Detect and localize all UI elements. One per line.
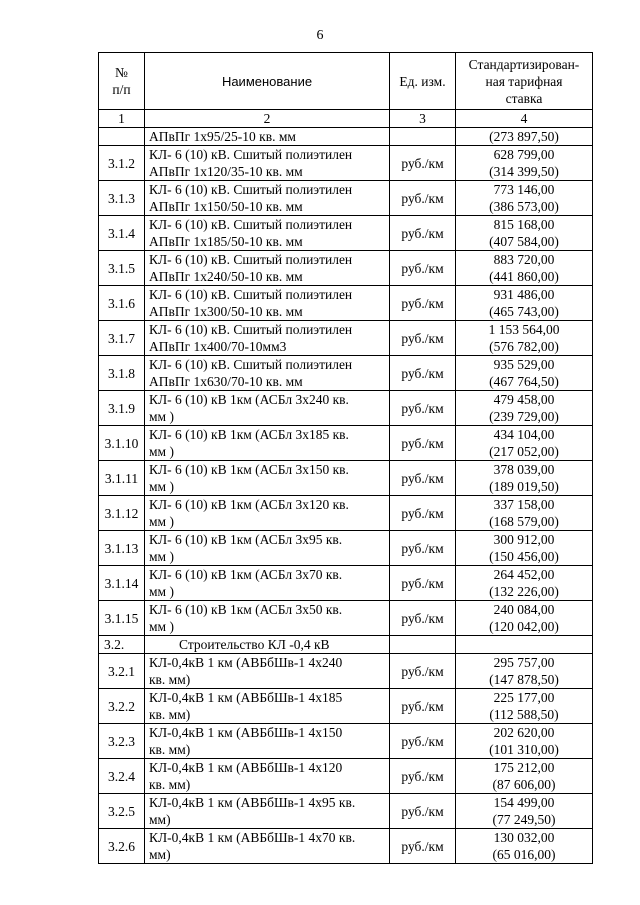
row-name-line1: КЛ- 6 (10) кВ 1км (АСБл 3х70 кв. [149,567,343,582]
row-number: 3.2.2 [99,689,145,724]
row-name [145,829,390,864]
row-rate-half: (189 019,50) [489,479,559,494]
column-number: 4 [456,110,593,128]
row-number: 3.1.12 [99,496,145,531]
row-name-line2: мм ) [149,619,174,634]
row-name-line2: АПвПг 1х400/70-10мм3 [149,339,287,354]
row-name [145,601,390,636]
row-name-line2: кв. мм) [149,777,191,792]
row-name-line1: КЛ- 6 (10) кВ. Сшитый полиэтилен [149,217,353,232]
table-row [99,391,593,426]
row-number: 3.1.2 [99,146,145,181]
row-name-line2: мм) [149,812,171,827]
row-unit: руб./км [390,321,456,356]
table-row [99,654,593,689]
table-row [99,461,593,496]
row-rate [456,216,593,251]
row-rate [456,321,593,356]
row-unit: руб./км [390,181,456,216]
row-rate [456,391,593,426]
row-number: 3.1.9 [99,391,145,426]
row-name-line1: КЛ-0,4кВ 1 км (АВБбШв-1 4х185 [149,690,343,705]
row-name-line1: КЛ-0,4кВ 1 км (АВБбШв-1 4х120 [149,760,343,775]
row-name-line1: КЛ-0,4кВ 1 км (АВБбШв-1 4х70 кв. [149,830,356,845]
row-rate-half: (120 042,00) [489,619,559,634]
row-rate-value: 295 757,00 [493,655,555,670]
row-name-line1: КЛ- 6 (10) кВ 1км (АСБл 3х185 кв. [149,427,349,442]
row-name-line2: АПвПг 1х185/50-10 кв. мм [149,234,303,249]
row-number: 3.2.1 [99,654,145,689]
row-number: 3.1.8 [99,356,145,391]
row-unit: руб./км [390,391,456,426]
row-name [145,759,390,794]
row-number: 3.1.3 [99,181,145,216]
row-number: 3.2.4 [99,759,145,794]
row-rate-half: (314 399,50) [489,164,559,179]
row-name-line2: АПвПг 1х240/50-10 кв. мм [149,269,303,284]
header-row [99,53,593,110]
tariff-table-body [99,53,593,864]
row-number: 3.1.4 [99,216,145,251]
row-rate-value: 773 146,00 [493,182,555,197]
table-row [99,689,593,724]
column-number: 1 [99,110,145,128]
row-unit: руб./км [390,251,456,286]
row-number: 3.1.11 [99,461,145,496]
row-name [145,251,390,286]
row-rate-value: 240 084,00 [493,602,555,617]
table-row [99,531,593,566]
section-title: Строительство КЛ -0,4 кВ [145,636,390,654]
table-row [99,251,593,286]
table-row [99,794,593,829]
row-rate [456,794,593,829]
row-unit: руб./км [390,654,456,689]
row-name [145,286,390,321]
row-unit: руб./км [390,496,456,531]
row-number: 3.1.5 [99,251,145,286]
row-name-line1: КЛ- 6 (10) кВ. Сшитый полиэтилен [149,322,353,337]
row-rate-half: (147 878,50) [489,672,559,687]
row-rate-half: (576 782,00) [489,339,559,354]
row-rate-value: 225 177,00 [493,690,555,705]
row-rate-half: (112 588,50) [489,707,559,722]
row-rate [456,146,593,181]
row-name [145,321,390,356]
header-rate-line1: Стандартизирован- [468,56,580,72]
row-name [145,426,390,461]
row-rate-value: 935 529,00 [493,357,555,372]
row-rate-half: (407 584,00) [489,234,559,249]
row-name-line2: АПвПг 1х150/50-10 кв. мм [149,199,303,214]
continuation-name: АПвПг 1х95/25-10 кв. мм [145,128,390,146]
row-rate-half: (65 016,00) [492,847,556,862]
row-rate-value: 130 032,00 [493,830,555,845]
table-row [99,759,593,794]
header-number [99,53,145,110]
row-name-line2: АПвПг 1х630/70-10 кв. мм [149,374,303,389]
page-number: 6 [316,28,324,43]
row-rate-value: 264 452,00 [493,567,555,582]
row-rate-half: (467 764,50) [489,374,559,389]
table-row [99,724,593,759]
row-rate [456,251,593,286]
row-rate [456,496,593,531]
header-unit: Ед. изм. [390,53,456,110]
row-name [145,689,390,724]
row-name-line1: КЛ- 6 (10) кВ 1км (АСБл 3х150 кв. [149,462,349,477]
column-number-row [99,110,593,128]
row-unit: руб./км [390,601,456,636]
row-rate-half: (168 579,00) [489,514,559,529]
row-rate [456,426,593,461]
row-unit: руб./км [390,426,456,461]
row-name [145,794,390,829]
table-row [99,286,593,321]
row-rate-value: 1 153 564,00 [488,322,560,337]
row-unit: руб./км [390,794,456,829]
row-rate [456,689,593,724]
row-unit: руб./км [390,216,456,251]
row-unit: руб./км [390,566,456,601]
row-rate-value: 175 212,00 [493,760,555,775]
row-rate-half: (217 052,00) [489,444,559,459]
row-unit: руб./км [390,461,456,496]
row-rate-half: (386 573,00) [489,199,559,214]
row-name-line1: КЛ-0,4кВ 1 км (АВБбШв-1 4х150 [149,725,343,740]
section-number: 3.2. [99,636,145,654]
column-number: 3 [390,110,456,128]
header-rate-line3: ставка [505,90,543,106]
row-number: 3.1.15 [99,601,145,636]
row-name-line2: АПвПг 1х120/35-10 кв. мм [149,164,303,179]
row-rate-value: 300 912,00 [493,532,555,547]
row-name-line2: АПвПг 1х300/50-10 кв. мм [149,304,303,319]
section-row [99,636,593,654]
table-row [99,181,593,216]
continuation-unit [390,128,456,146]
row-name [145,356,390,391]
row-name [145,181,390,216]
table-row [99,829,593,864]
row-number: 3.1.6 [99,286,145,321]
row-name [145,724,390,759]
row-name-line1: КЛ- 6 (10) кВ. Сшитый полиэтилен [149,147,353,162]
row-rate [456,654,593,689]
row-rate [456,531,593,566]
row-rate [456,566,593,601]
row-rate [456,724,593,759]
row-name-line2: мм ) [149,479,174,494]
row-rate [456,601,593,636]
row-name-line2: мм ) [149,549,174,564]
row-unit: руб./км [390,689,456,724]
row-name-line1: КЛ- 6 (10) кВ 1км (АСБл 3х240 кв. [149,392,349,407]
row-rate [456,356,593,391]
table-row [99,601,593,636]
row-name-line1: КЛ- 6 (10) кВ 1км (АСБл 3х50 кв. [149,602,343,617]
row-number: 3.2.5 [99,794,145,829]
row-name-line1: КЛ- 6 (10) кВ 1км (АСБл 3х95 кв. [149,532,343,547]
row-unit: руб./км [390,531,456,566]
row-rate-value: 337 158,00 [493,497,555,512]
row-rate-value: 378 039,00 [493,462,555,477]
row-number: 3.2.6 [99,829,145,864]
row-name [145,496,390,531]
header-rate-line2: ная тарифная [485,73,563,89]
row-rate [456,181,593,216]
table-row [99,356,593,391]
row-name-line2: кв. мм) [149,707,191,722]
row-unit: руб./км [390,146,456,181]
section-rate [456,636,593,654]
row-name-line1: КЛ-0,4кВ 1 км (АВБбШв-1 4х240 [149,655,343,670]
row-number: 3.1.13 [99,531,145,566]
row-rate-half: (465 743,00) [489,304,559,319]
row-number: 3.1.7 [99,321,145,356]
row-rate [456,286,593,321]
row-name-line2: мм ) [149,514,174,529]
row-name [145,216,390,251]
table-row [99,426,593,461]
row-rate-value: 479 458,00 [493,392,555,407]
row-name [145,654,390,689]
row-rate-half: (77 249,50) [492,812,556,827]
row-name [145,461,390,496]
row-rate-half: (239 729,00) [489,409,559,424]
header-name: Наименование [145,53,390,110]
table-row [99,146,593,181]
row-name [145,531,390,566]
row-number: 3.1.10 [99,426,145,461]
column-number: 2 [145,110,390,128]
row-name-line1: КЛ- 6 (10) кВ. Сшитый полиэтилен [149,182,353,197]
row-name-line2: кв. мм) [149,672,191,687]
continuation-row [99,128,593,146]
tariff-table [98,52,593,864]
row-rate-value: 202 620,00 [493,725,555,740]
table-row [99,321,593,356]
row-name-line1: КЛ- 6 (10) кВ 1км (АСБл 3х120 кв. [149,497,349,512]
row-name-line1: КЛ- 6 (10) кВ. Сшитый полиэтилен [149,287,353,302]
table-row [99,216,593,251]
continuation-number [99,128,145,146]
continuation-rate: (273 897,50) [456,128,593,146]
row-number: 3.1.14 [99,566,145,601]
row-name-line1: КЛ- 6 (10) кВ. Сшитый полиэтилен [149,357,353,372]
row-rate-value: 883 720,00 [493,252,555,267]
row-rate-value: 434 104,00 [493,427,555,442]
row-name-line2: мм ) [149,409,174,424]
row-rate-half: (87 606,00) [492,777,556,792]
row-rate-half: (132 226,00) [489,584,559,599]
row-rate-value: 815 168,00 [493,217,555,232]
row-rate-value: 628 799,00 [493,147,555,162]
row-rate-half: (150 456,00) [489,549,559,564]
row-unit: руб./км [390,759,456,794]
row-rate [456,461,593,496]
row-name-line1: КЛ-0,4кВ 1 км (АВБбШв-1 4х95 кв. [149,795,356,810]
row-unit: руб./км [390,829,456,864]
row-rate [456,759,593,794]
section-unit [390,636,456,654]
row-name-line2: мм ) [149,584,174,599]
header-number-line1: № [115,65,128,80]
row-name-line2: мм) [149,847,171,862]
row-name [145,146,390,181]
header-number-line2: п/п [112,82,131,97]
row-rate-half: (441 860,00) [489,269,559,284]
row-name [145,391,390,426]
table-row [99,496,593,531]
row-rate [456,829,593,864]
row-name-line2: кв. мм) [149,742,191,757]
row-rate-half: (101 310,00) [489,742,559,757]
row-unit: руб./км [390,356,456,391]
row-number: 3.2.3 [99,724,145,759]
row-name-line2: мм ) [149,444,174,459]
row-rate-value: 931 486,00 [493,287,555,302]
row-rate-value: 154 499,00 [493,795,555,810]
header-rate [456,53,593,110]
row-name-line1: КЛ- 6 (10) кВ. Сшитый полиэтилен [149,252,353,267]
row-name [145,566,390,601]
row-unit: руб./км [390,286,456,321]
row-unit: руб./км [390,724,456,759]
table-row [99,566,593,601]
